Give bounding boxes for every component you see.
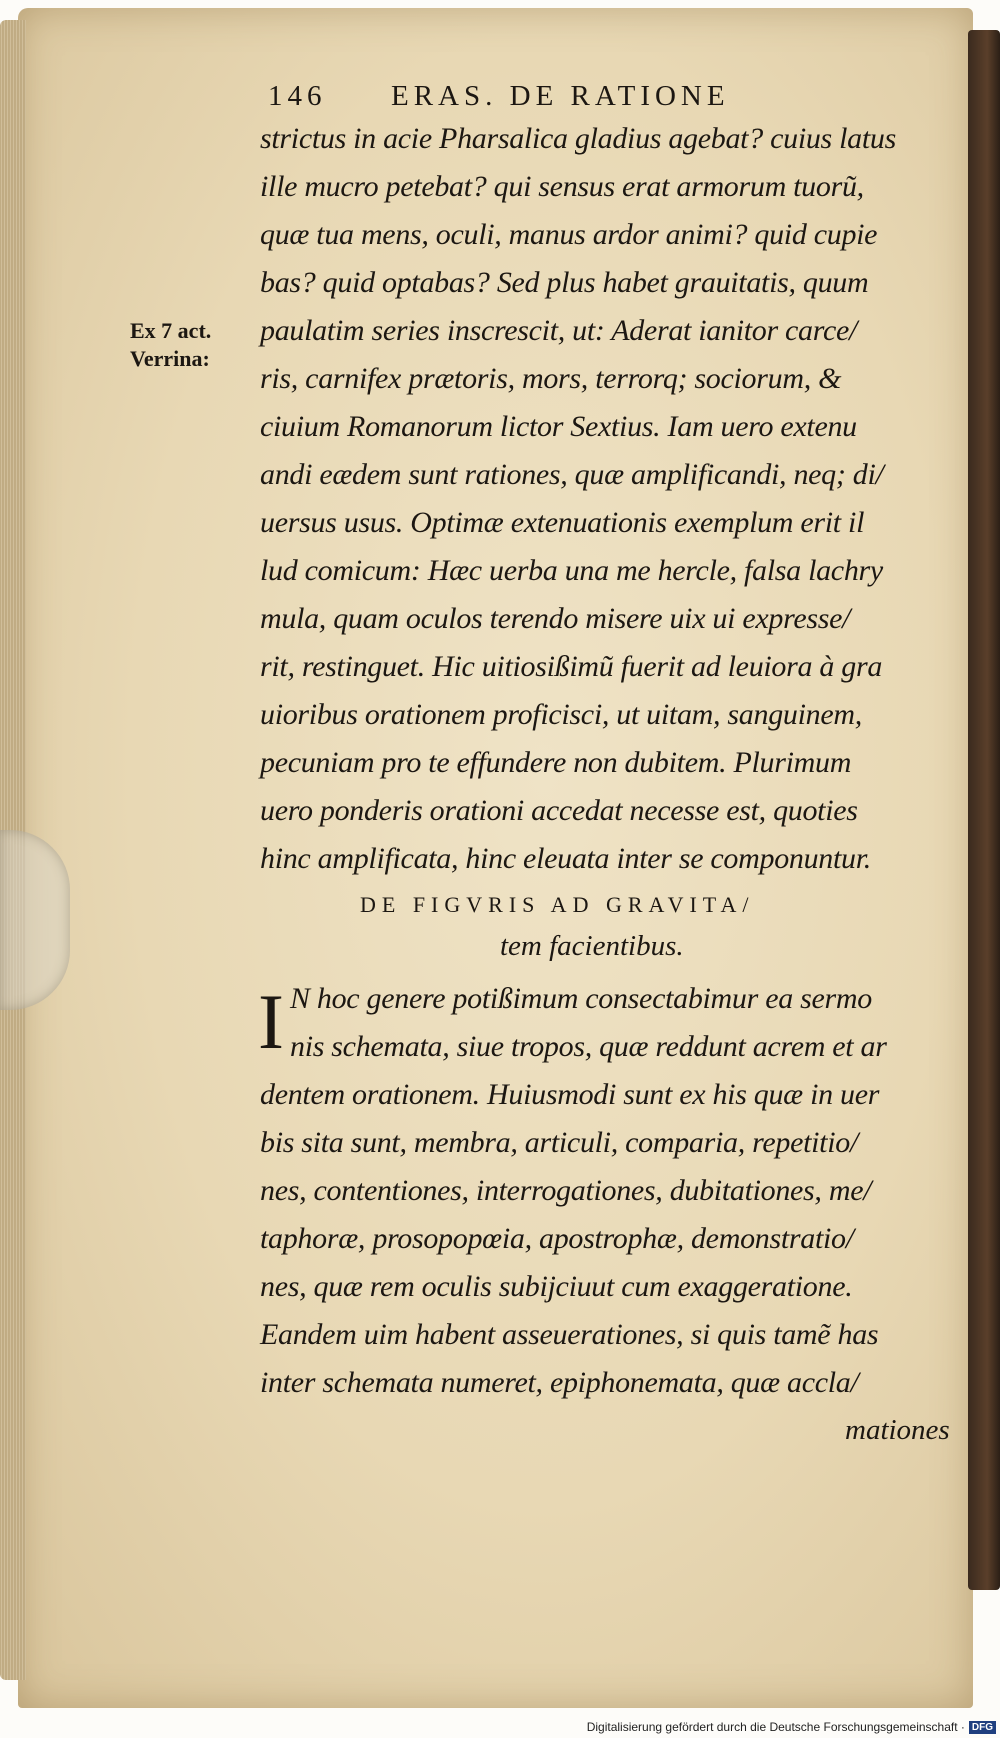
text-line: uersus usus. Optimæ extenuationis exemplum erit il — [260, 506, 865, 539]
text-line: bas? quid optabas? Sed plus habet grauitatis, quum — [260, 266, 869, 299]
text-line: pecuniam pro te effundere non dubitem. Plurimum — [260, 746, 852, 779]
text-line: uero ponderis orationi accedat necesse est, quoties — [260, 794, 858, 827]
book-clasp — [0, 830, 70, 1010]
drop-cap: I — [258, 978, 284, 1065]
text-line: paulatim series inscrescit, ut: Aderat ianitor carce/ — [260, 314, 858, 347]
catchword: mationes — [845, 1414, 950, 1446]
running-header — [268, 80, 730, 113]
text-line: taphoræ, prosopopœia, apostrophæ, demonstratio/ — [260, 1222, 854, 1255]
text-line: inter schemata numeret, epiphonemata, quæ accla/ — [260, 1366, 859, 1399]
book-binding — [968, 30, 1000, 1590]
text-line: bis sita sunt, membra, articuli, comparia, repetitio/ — [260, 1126, 858, 1159]
text-line: nis schemata, siue tropos, quæ reddunt acrem et ar — [290, 1030, 887, 1063]
dfg-logo: DFG — [969, 1721, 996, 1734]
section-heading-continuation: tem facientibus. — [500, 930, 684, 962]
text-line: quæ tua mens, oculi, manus ardor animi? quid cupie — [260, 218, 878, 251]
text-line: nes, quæ rem oculis subijciuut cum exaggeratione. — [260, 1270, 853, 1303]
page-number: 146 — [268, 80, 327, 112]
text-line: strictus in acie Pharsalica gladius agebat? cuius latus — [260, 122, 896, 155]
running-title: ERAS. DE RATIONE — [391, 80, 730, 112]
credit-text: Digitalisierung gefördert durch die Deutsche Forschungsgemeinschaft · — [586, 1720, 965, 1734]
text-line: ille mucro petebat? qui sensus erat armorum tuorũ, — [260, 170, 864, 203]
text-line: uioribus orationem proficisci, ut uitam, sanguinem, — [260, 698, 862, 731]
text-line: rit, restinguet. Hic uitiosißimũ fuerit ad leuiora à gra — [260, 650, 883, 683]
text-line: Eandem uim habent asseuerationes, si quis tamẽ has — [260, 1318, 879, 1351]
section-heading: DE FIGVRIS AD GRAVITA/ — [360, 892, 755, 917]
text-line: lud comicum: Hæc uerba una me hercle, falsa lachry — [260, 554, 883, 587]
digitization-credit — [587, 1720, 996, 1734]
text-line: N hoc genere potißimum consectabimur ea sermo — [290, 982, 872, 1015]
text-line: hinc amplificata, hinc eleuata inter se componuntur. — [260, 842, 871, 875]
text-line: nes, contentiones, interrogationes, dubitationes, me/ — [260, 1174, 872, 1207]
text-line: mula, quam oculos terendo misere uix ui expresse/ — [260, 602, 851, 635]
text-line: dentem orationem. Huiusmodi sunt ex his quæ in uer — [260, 1078, 880, 1111]
text-line: andi eædem sunt rationes, quæ amplificandi, neq; di/ — [260, 458, 884, 491]
text-line: ciuium Romanorum lictor Sextius. Iam uero extenu — [260, 410, 857, 443]
text-line: ris, carnifex prætoris, mors, terrorq; sociorum, & — [260, 362, 842, 395]
margin-note: Verrina: — [130, 346, 210, 371]
margin-note: Ex 7 act. — [130, 318, 212, 343]
